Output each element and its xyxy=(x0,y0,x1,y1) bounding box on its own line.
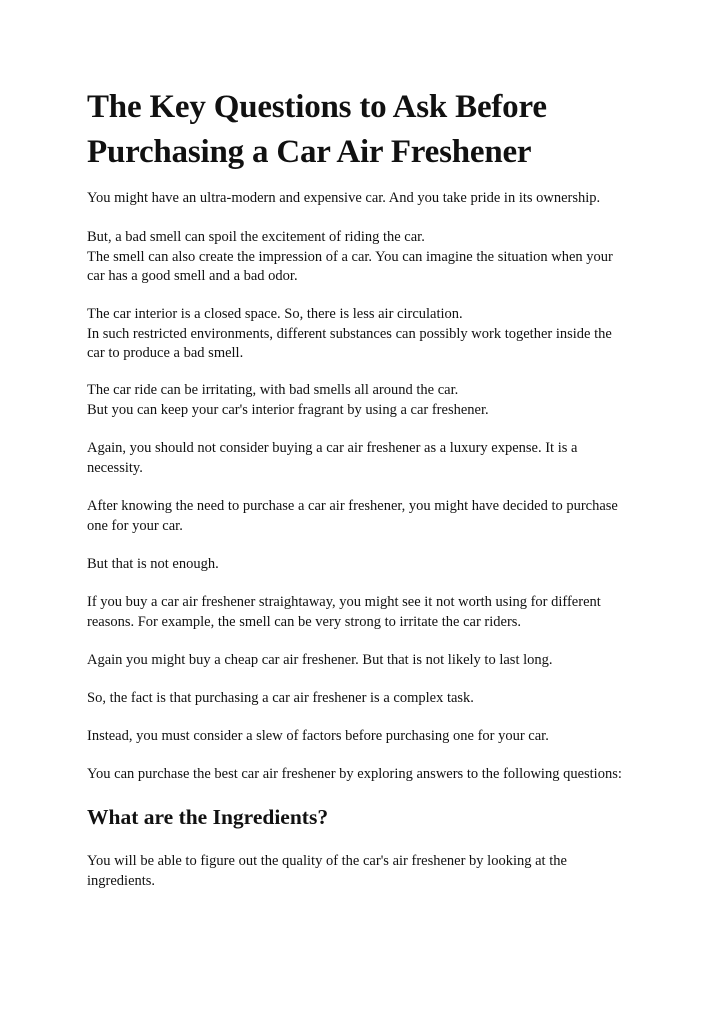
document-title xyxy=(87,85,647,175)
text-line: ingredients. xyxy=(87,872,156,889)
paragraph-7 xyxy=(87,555,632,575)
text-line: car has a good smell and a bad odor. xyxy=(87,268,298,284)
title-line-2: Purchasing a Car Air Freshener xyxy=(87,134,532,170)
text-line: So, the fact is that purchasing a car air freshener is a complex task. xyxy=(87,690,474,706)
paragraph-4 xyxy=(87,381,632,420)
section-paragraph xyxy=(87,852,632,891)
title-line-1: The Key Questions to Ask Before xyxy=(87,89,547,125)
paragraph-5 xyxy=(87,439,632,478)
text-line: You might have an ultra-modern and expensive car. And you take pride in its ownership. xyxy=(87,190,601,206)
paragraph-11 xyxy=(87,727,632,747)
text-line: Again you might buy a cheap car air freshener. But that is not likely to last long. xyxy=(87,652,553,668)
paragraph-9 xyxy=(87,651,632,671)
text-line: necessity. xyxy=(87,459,143,476)
text-line: Instead, you must consider a slew of factors before purchasing one for your car. xyxy=(87,728,549,744)
text-line: In such restricted environments, different substances can possibly work together inside the xyxy=(87,325,612,342)
text-line: Again, you should not consider buying a car air freshener as a luxury expense. It is a xyxy=(87,440,578,456)
text-line: But you can keep your car's interior fragrant by using a car freshener. xyxy=(87,401,489,418)
section-heading: What are the Ingredients? xyxy=(87,805,329,829)
paragraph-1 xyxy=(87,189,632,209)
text-line: If you buy a car air freshener straightaway, you might see it not worth using for different xyxy=(87,594,601,610)
text-line: You will be able to figure out the quality of the car's air freshener by looking at the xyxy=(87,853,567,869)
text-line: The car interior is a closed space. So, there is less air circulation. xyxy=(87,306,463,322)
text-line: You can purchase the best car air freshener by exploring answers to the following questions: xyxy=(87,766,622,782)
paragraph-2 xyxy=(87,228,632,287)
text-line: car to produce a bad smell. xyxy=(87,345,244,361)
paragraph-3 xyxy=(87,305,632,364)
text-line: The car ride can be irritating, with bad smells all around the car. xyxy=(87,382,459,398)
paragraph-12 xyxy=(87,765,647,785)
text-line: But, a bad smell can spoil the excitement of riding the car. xyxy=(87,229,425,245)
text-line: But that is not enough. xyxy=(87,556,219,572)
paragraph-6 xyxy=(87,497,632,536)
text-line: After knowing the need to purchase a car air freshener, you might have decided to purchase xyxy=(87,498,618,514)
paragraph-10 xyxy=(87,689,632,709)
paragraph-8 xyxy=(87,593,632,632)
text-line: reasons. For example, the smell can be very strong to irritate the car riders. xyxy=(87,613,522,630)
text-line: one for your car. xyxy=(87,517,183,534)
text-line: The smell can also create the impression of a car. You can imagine the situation when your xyxy=(87,248,613,265)
